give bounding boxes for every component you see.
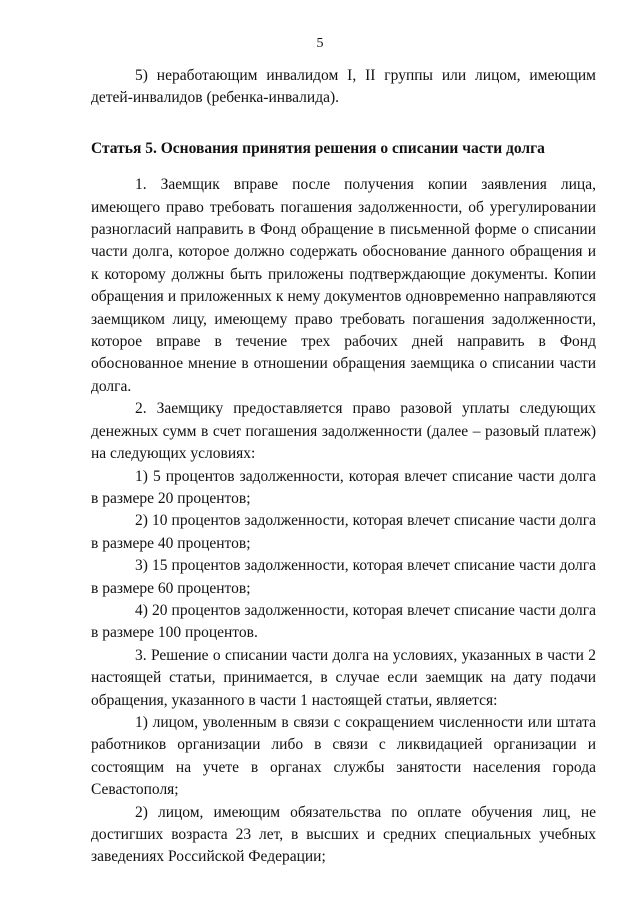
paragraph-2: 2. Заемщику предоставляется право разовой уплаты следующих денежных сумм в счет погашения задолженности (далее – разовый платеж) на следующих условиях: [91,400,596,463]
document-body [91,65,596,869]
paragraph-3-item-1: 1) лицом, уволенным в связи с сокращением численности или штата работников организации либо в связи с ликвидацией организации и состоящим на учете в органах службы занятости населения города Севастополя; [91,713,596,799]
paragraph-3-item-2: 2) лицом, имеющим обязательства по оплате обучения лиц, не достигших возраста 23 лет, в высших и средних специальных учебных заведениях Российской Федерации; [91,803,596,866]
paragraph-item-5: 5) неработающим инвалидом I, II группы или лицом, имеющим детей-инвалидов (ребенка-инвалида). [91,67,596,107]
paragraph-2-item-4: 4) 20 процентов задолженности, которая влечет списание части долга в размере 100 процентов. [91,601,596,642]
page-number: 5 [316,36,324,51]
article-heading: Статья 5. Основания принятия решения о списании части долга [91,139,545,157]
paragraph-1: 1. Заемщик вправе после получения копии заявления лица, имеющего право требовать погашения задолженности, об урегулировании разногласий направить в Фонд обращение в письменной форме о списании части долга, которое должно содержать обоснование данного обращения и к которому должны быть приложены подтверждающие документы. Копии обращения и приложенных к нему документов одновременно направляются заемщиком лицу, имеющему право требовать погашения задолженности, которое вправе в течение трех рабочих дней направить в Фонд обоснованное мнение в отношении обращения заемщика о списании части долга. [91,176,596,395]
paragraph-3: 3. Решение о списании части долга на условиях, указанных в части 2 настоящей статьи, принимается, в случае если заемщик на дату подачи обращения, указанного в части 1 настоящей статьи, является: [91,646,596,709]
paragraph-2-item-3: 3) 15 процентов задолженности, которая влечет списание части долга в размере 60 процентов; [91,557,596,597]
paragraph-2-item-2: 2) 10 процентов задолженности, которая влечет списание части долга в размере 40 процентов; [91,512,596,552]
paragraph-2-item-1: 1) 5 процентов задолженности, которая влечет списание части долга в размере 20 процентов; [91,467,596,507]
